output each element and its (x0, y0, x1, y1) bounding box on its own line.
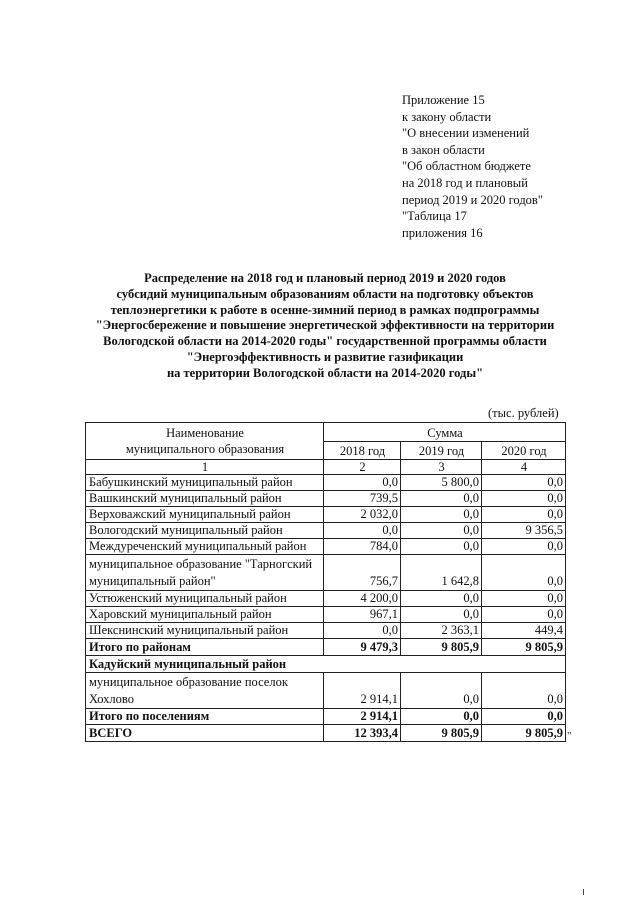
value-2018: 0,0 (324, 475, 401, 491)
value-2020: 449,4 (482, 623, 566, 639)
value-2018: 739,5 (324, 491, 401, 507)
value-2019: 0,0 (401, 507, 482, 523)
value-2019: 2 363,1 (401, 623, 482, 639)
title-line: "Энергосбережение и повышение энергетической эффективности на территории (95, 318, 555, 333)
value-2020: 0,0 (482, 475, 566, 491)
value-2019: 9 805,9 (401, 639, 482, 656)
table-row (86, 491, 566, 507)
row-name: ВСЕГО (86, 725, 324, 742)
subtotal-districts-row (86, 639, 566, 656)
row-name: Бабушкинский муниципальный район (86, 475, 324, 491)
appendix-line: в закон области (402, 142, 485, 157)
header-row (86, 423, 566, 442)
units-label: (тыс. рублей) (488, 406, 559, 420)
appendix-line: "О внесении изменений (402, 126, 530, 141)
header-year-2018: 2018 год (324, 442, 401, 460)
value-2018: 0,0 (324, 623, 401, 639)
value-2019: 0,0 (401, 673, 482, 709)
appendix-line: приложения 16 (402, 225, 483, 240)
value-2020: 0,0 (482, 709, 566, 725)
column-number: 1 (86, 460, 324, 475)
header-name-line2: муниципального образования (125, 442, 285, 456)
table-row (86, 523, 566, 539)
table-row (86, 623, 566, 639)
header-year-2019: 2019 год (401, 442, 482, 460)
value-2018: 4 200,0 (324, 591, 401, 607)
column-number-row (86, 460, 566, 475)
table-row (86, 591, 566, 607)
value-2018: 784,0 (324, 539, 401, 555)
row-name: Харовский муниципальный район (86, 607, 324, 623)
appendix-line: к закону области (402, 109, 492, 124)
section-heading-row (86, 656, 566, 673)
scan-mark (583, 889, 584, 895)
document-title (60, 271, 590, 382)
title-line: теплоэнергетики к работе в осенне-зимний период в рамках подпрограммы (110, 302, 540, 317)
row-name: Итого по поселениям (86, 709, 324, 725)
table-row (86, 475, 566, 491)
value-2018: 2 914,1 (324, 673, 401, 709)
appendix-line: период 2019 и 2020 годов" (402, 192, 543, 207)
table-row (86, 673, 566, 709)
row-name: Верховажский муниципальный район (86, 507, 324, 523)
value-2019: 0,0 (401, 709, 482, 725)
row-name: Междуреченский муниципальный район (86, 539, 324, 555)
value-2020: 0,0 (482, 673, 566, 709)
table-row (86, 607, 566, 623)
value-2019: 0,0 (401, 591, 482, 607)
column-number: 2 (324, 460, 401, 475)
value-2020: 0,0 (482, 555, 566, 591)
row-name: муниципальное образование "Тарногский муниципальный район" (86, 555, 324, 591)
value-2020: 9 356,5 (482, 523, 566, 539)
appendix-line: "Таблица 17 (402, 209, 467, 224)
value-2019: 0,0 (401, 607, 482, 623)
column-number: 3 (401, 460, 482, 475)
value-2020: 0,0 (482, 539, 566, 555)
title-line: Распределение на 2018 год и плановый период 2019 и 2020 годов (144, 271, 506, 285)
closing-quote-mark: " (567, 730, 572, 742)
table-row (86, 555, 566, 591)
value-2018: 12 393,4 (324, 725, 401, 742)
table-row (86, 539, 566, 555)
value-2020: 9 805,9 (482, 725, 566, 742)
value-2019: 1 642,8 (401, 555, 482, 591)
header-name-line1: Наименование (166, 426, 244, 440)
value-2018: 967,1 (324, 607, 401, 623)
header-name-cell (86, 423, 324, 460)
appendix-line: Приложение 15 (402, 93, 485, 107)
value-2019: 9 805,9 (401, 725, 482, 742)
value-2018: 2 032,0 (324, 507, 401, 523)
value-2018: 9 479,3 (324, 639, 401, 656)
value-2019: 5 800,0 (401, 475, 482, 491)
value-2020: 0,0 (482, 491, 566, 507)
title-line: "Энергоэффективность и развитие газификации (186, 349, 464, 364)
section-heading: Кадуйский муниципальный район (86, 656, 566, 673)
value-2018: 2 914,1 (324, 709, 401, 725)
header-year-2020: 2020 год (482, 442, 566, 460)
value-2020: 9 805,9 (482, 639, 566, 656)
value-2018: 0,0 (324, 523, 401, 539)
appendix-line: "Об областном бюджете (402, 159, 531, 174)
value-2019: 0,0 (401, 539, 482, 555)
title-line: субсидий муниципальным образованиям области на подготовку объектов (116, 286, 534, 301)
table-row (86, 507, 566, 523)
value-2019: 0,0 (401, 491, 482, 507)
value-2020: 0,0 (482, 607, 566, 623)
row-name: Вологодский муниципальный район (86, 523, 324, 539)
subsidy-table (85, 422, 566, 742)
value-2018: 756,7 (324, 555, 401, 591)
row-name: Шекснинский муниципальный район (86, 623, 324, 639)
appendix-line: на 2018 год и плановый (402, 175, 528, 190)
title-line: Вологодской области на 2014-2020 годы" государственной программы области (103, 334, 547, 349)
column-number: 4 (482, 460, 566, 475)
subtotal-settlements-row (86, 709, 566, 725)
grand-total-row (86, 725, 566, 742)
value-2020: 0,0 (482, 591, 566, 607)
row-name: Устюженский муниципальный район (86, 591, 324, 607)
header-sum-cell: Сумма (324, 423, 566, 442)
title-line: на территории Вологодской области на 2014-2020 годы" (166, 365, 484, 380)
appendix-reference (402, 92, 543, 241)
row-name: Вашкинский муниципальный район (86, 491, 324, 507)
row-name: муниципальное образование поселок Хохлово (86, 673, 324, 709)
row-name: Итого по районам (86, 639, 324, 656)
value-2019: 0,0 (401, 523, 482, 539)
value-2020: 0,0 (482, 507, 566, 523)
